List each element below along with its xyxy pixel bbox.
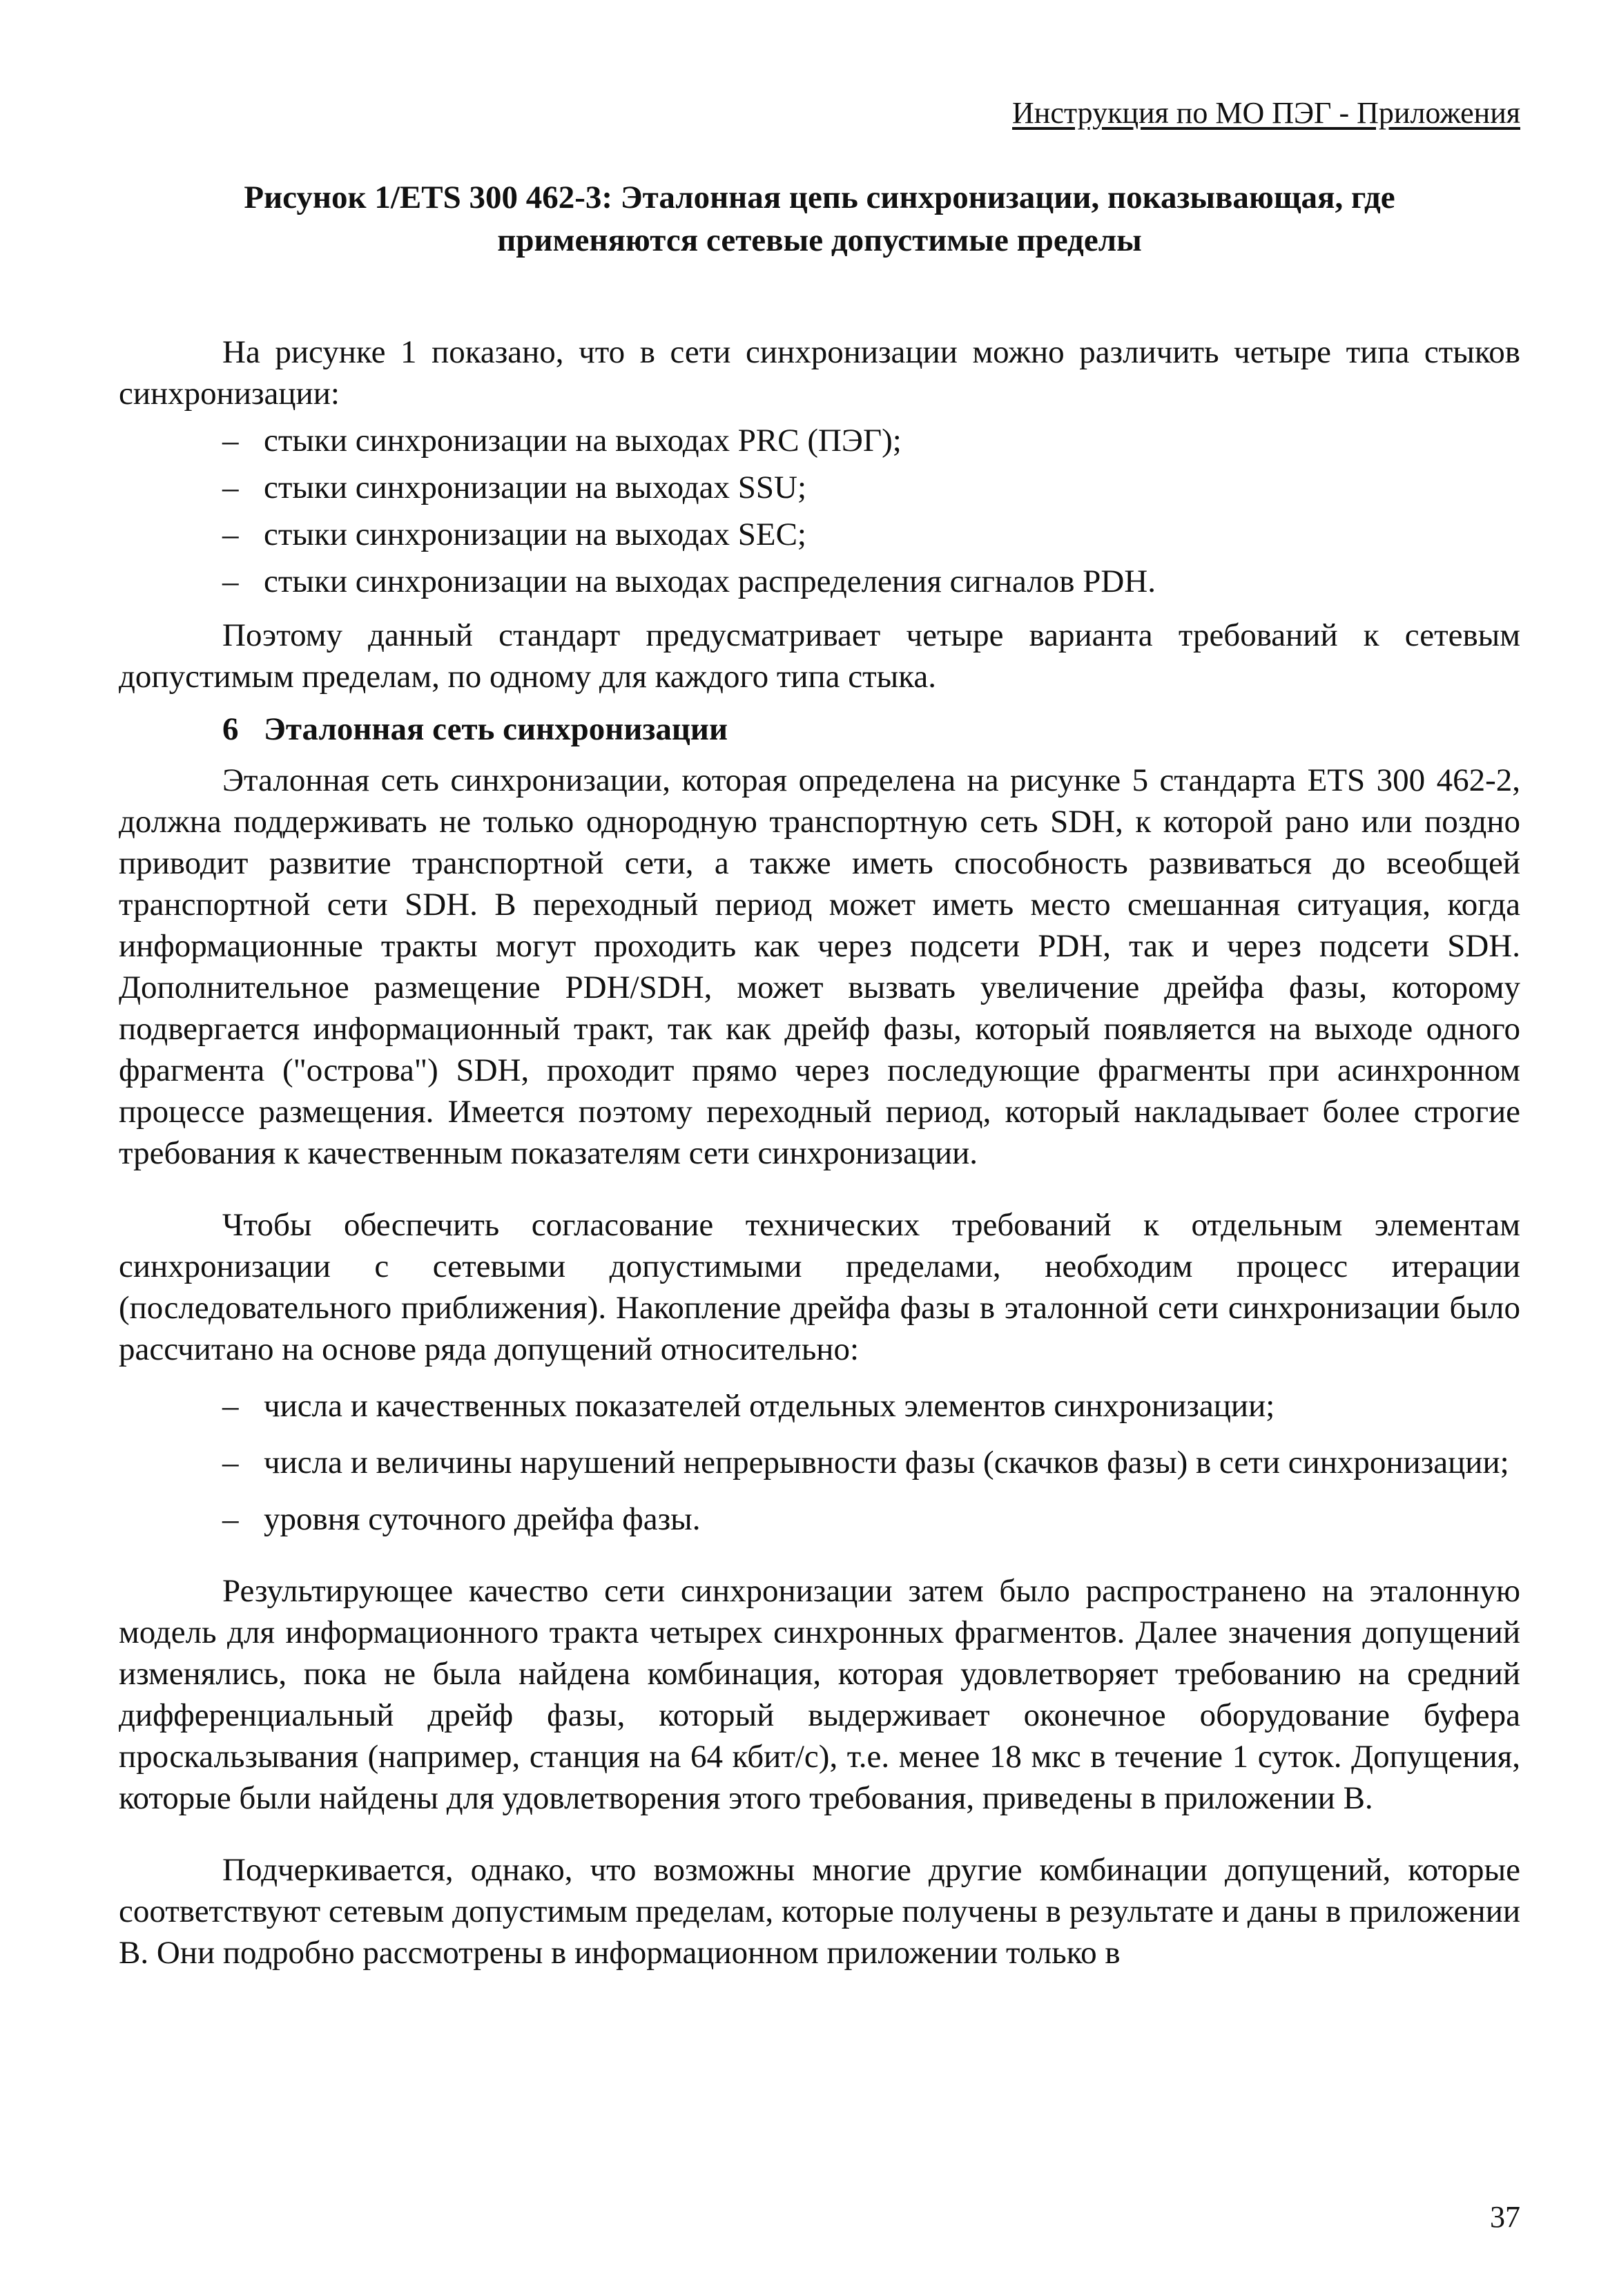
figure-caption-line-2: применяются сетевые допустимые пределы	[497, 222, 1142, 258]
list-item-text: стыки синхронизации на выходах SSU;	[264, 470, 807, 505]
section-number: 6	[222, 711, 239, 747]
dash-bullet-icon: –	[222, 1388, 239, 1424]
section-paragraph-4: Подчеркивается, однако, что возможны многие другие комбинации допущений, которые соответствуют сетевым допустимым пределам, которые получены в результате и даны в приложении В. Они подробно рассмотрены в информационном приложении только в	[119, 1852, 1520, 1971]
intro-conclusion: Поэтому данный стандарт предусматривает четыре варианта требований к сетевым допустимым пределам, по одному для каждого типа стыка.	[119, 617, 1520, 695]
dash-bullet-icon: –	[222, 470, 239, 505]
list-item	[119, 1498, 1520, 1540]
intro-paragraph: На рисунке 1 показано, что в сети синхронизации можно различить четыре типа стыков синхронизации:	[119, 334, 1520, 412]
list-item-text: числа и величины нарушений непрерывности фазы (скачков фазы) в сети синхронизации;	[264, 1445, 1509, 1480]
page-number: 37	[1490, 2200, 1520, 2234]
section-paragraph-3: Результирующее качество сети синхронизации затем было распространено на эталонную модель для информационного тракта четырех синхронных фрагментов. Далее значения допущений изменялись, пока не была найдена комбинация, которая удовлетворяет требованию на средний дифференциальный дрейф фазы, который выдерживает оконечное оборудование буфера проскальзывания (например, станция на 64 кбит/с), т.е. менее 18 мкс в течение 1 суток. Допущения, которые были найдены для удовлетворения этого требования, приведены в приложении В.	[119, 1573, 1520, 1816]
document-page	[119, 0, 1520, 2296]
list-item	[119, 1385, 1520, 1427]
list-item	[119, 514, 1520, 555]
dash-bullet-icon: –	[222, 1501, 239, 1537]
section-heading	[119, 708, 1520, 750]
dash-bullet-icon: –	[222, 1445, 239, 1480]
section-title: Эталонная сеть синхронизации	[264, 711, 728, 747]
dash-bullet-icon: –	[222, 563, 239, 599]
list-item	[119, 467, 1520, 508]
list-item-text: стыки синхронизации на выходах распределения сигналов PDH.	[264, 563, 1156, 599]
list-item	[119, 1442, 1520, 1483]
figure-caption	[119, 176, 1520, 262]
figure-caption-line-1: Рисунок 1/ETS 300 462-3: Эталонная цепь синхронизации, показывающая, где	[244, 180, 1395, 215]
list-item-text: числа и качественных показателей отдельных элементов синхронизации;	[264, 1388, 1275, 1424]
section-paragraph-1: Эталонная сеть синхронизации, которая определена на рисунке 5 стандарта ETS 300 462-2, должна поддерживать не только однородную транспортную сеть SDH, к которой рано или поздно приводит развитие транспортной сети, а также иметь способность развиваться до всеобщей транспортной сети SDH. В переходный период может иметь место смешанная ситуация, когда информационные тракты могут проходить как через подсети PDH, так и через подсети SDH. Дополнительное размещение PDH/SDH, может вызвать увеличение дрейфа фазы, которому подвергается информационный тракт, так как дрейф фазы, который появляется на выходе одного фрагмента ("острова") SDH, проходит прямо через последующие фрагменты при асинхронном процессе размещения. Имеется поэтому переходный период, который накладывает более строгие требования к качественным показателям сети синхронизации.	[119, 762, 1520, 1171]
list-item	[119, 420, 1520, 461]
dash-bullet-icon: –	[222, 423, 239, 459]
list-item	[119, 561, 1520, 602]
list-item-text: стыки синхронизации на выходах SEC;	[264, 517, 806, 552]
list-item-text: стыки синхронизации на выходах PRC (ПЭГ);	[264, 423, 902, 459]
list-item-text: уровня суточного дрейфа фазы.	[264, 1501, 701, 1537]
running-header: Инструкция по МО ПЭГ - Приложения	[1012, 96, 1520, 130]
section-paragraph-2: Чтобы обеспечить согласование технических требований к отдельным элементам синхронизации с сетевыми допустимыми пределами, необходим процесс итерации (последовательного приближения). Накопление дрейфа фазы в эталонной сети синхронизации было рассчитано на основе ряда допущений относительно:	[119, 1207, 1520, 1367]
body-text	[119, 331, 1520, 1974]
dash-bullet-icon: –	[222, 517, 239, 552]
